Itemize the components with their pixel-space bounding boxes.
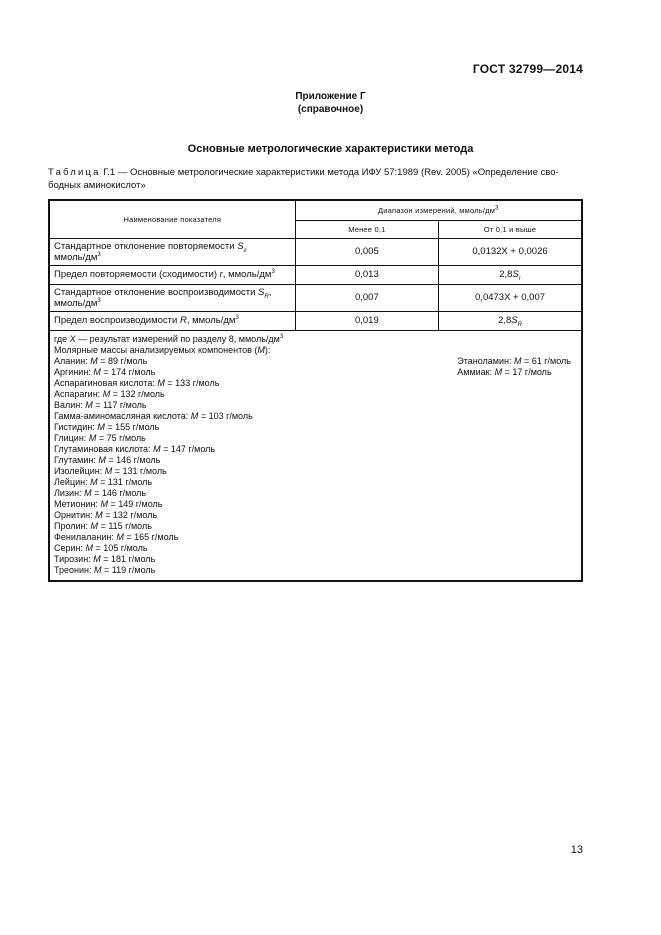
molar-mass-item <box>54 499 577 510</box>
compound-name: Метионин: <box>54 498 98 509</box>
notes-cell <box>49 330 582 581</box>
molar-mass-item <box>54 411 577 422</box>
compound-mass: = 149 г/моль <box>110 498 163 509</box>
row-name: Предел воспроизводимости R, ммоль/$дм^3$ <box>49 311 295 330</box>
caption-number: Г.1 <box>103 167 116 178</box>
compound-name: Лизин: <box>54 487 82 498</box>
table-row <box>49 265 582 284</box>
compound-mass: = 89 г/моль <box>100 355 148 366</box>
molar-mass-item <box>457 367 571 378</box>
compound-mass: = 165 г/моль <box>126 531 179 542</box>
compound-mass: = 61 г/моль <box>524 355 571 366</box>
molar-mass-item <box>457 356 571 367</box>
table-row <box>49 311 582 330</box>
row-value-high: 0,0473X + 0,007 <box>439 284 582 311</box>
compound-name: Орнитин: <box>54 509 93 520</box>
molar-mass-item <box>54 477 577 488</box>
caption-text-line1: — Основные метрологические характеристики метода ИФУ 57:1989 (Rev. 2005) «Определение сво- <box>117 167 559 178</box>
compound-mass: = 147 г/моль <box>163 443 216 454</box>
compound-name: Аспарагин: <box>54 388 101 399</box>
molar-mass-item <box>54 433 577 444</box>
notes-molar-heading: Молярные массы анализируемых компонентов (M): <box>54 344 271 355</box>
mass-symbol: M <box>95 509 103 520</box>
compound-name: Лейцин: <box>54 476 88 487</box>
molar-mass-item <box>54 422 577 433</box>
compound-mass: = 146 г/моль <box>94 487 147 498</box>
row-name: Предел повторяемости (сходимости) r, ммоль/$дм^3$ <box>49 265 295 284</box>
compound-name: Глицин: <box>54 432 87 443</box>
molar-mass-item <box>54 466 577 477</box>
molar-mass-list <box>54 356 577 576</box>
molar-mass-item <box>54 565 577 576</box>
mass-symbol: M <box>153 443 161 454</box>
compound-mass: = 146 г/моль <box>108 454 161 465</box>
mass-symbol: M <box>90 476 98 487</box>
molar-mass-item <box>54 554 577 565</box>
table-row <box>49 238 582 265</box>
table-caption <box>48 166 588 192</box>
molar-mass-item <box>54 510 577 521</box>
metrology-table <box>48 199 583 582</box>
compound-mass: = 132 г/моль <box>112 388 165 399</box>
compound-name: Аргинин: <box>54 366 91 377</box>
mass-symbol: M <box>494 366 503 377</box>
compound-name: Аммиак: <box>457 366 493 377</box>
mass-symbol: M <box>85 399 93 410</box>
appendix-heading <box>0 90 661 116</box>
mass-symbol: M <box>88 432 97 443</box>
row-value-low: 0,007 <box>295 284 438 311</box>
molar-mass-item <box>54 488 577 499</box>
compound-name: Аланин: <box>54 355 88 366</box>
molar-mass-item <box>54 543 577 554</box>
molar-mass-item <box>54 378 577 389</box>
compound-mass: = 115 г/моль <box>100 520 152 531</box>
row-value-high: 0,0132X + 0,0026 <box>439 238 582 265</box>
compound-name: Тирозин: <box>54 553 91 564</box>
mass-symbol: M <box>190 410 199 421</box>
caption-label: Таблица <box>48 167 101 178</box>
molar-mass-item <box>54 521 577 532</box>
mass-symbol: M <box>94 564 102 575</box>
mass-symbol: M <box>100 498 108 509</box>
header-less-than: Менее 0,1 <box>295 220 438 238</box>
document-code: ГОСТ 32799—2014 <box>472 62 583 76</box>
compound-name: Валин: <box>54 399 83 410</box>
molar-mass-item <box>54 455 577 466</box>
row-name: Стандартное отклонение воспроизводимости $S_R$, ммоль/$дм^3$ <box>49 284 295 311</box>
mass-symbol: M <box>93 553 101 564</box>
compound-mass: = 181 г/моль <box>103 553 156 564</box>
mass-symbol: M <box>85 542 94 553</box>
row-value-low: 0,005 <box>295 238 438 265</box>
header-from-and-above: От 0,1 и выше <box>439 220 582 238</box>
molar-mass-item <box>54 532 577 543</box>
header-indicator-name: Наименование показателя <box>49 200 295 238</box>
row-value-high: $2,8S_r$ <box>439 265 582 284</box>
molar-mass-item <box>54 444 577 455</box>
compound-mass: = 117 г/моль <box>95 399 147 410</box>
compound-name: Изолейцин: <box>54 465 103 476</box>
compound-name: Глутамин: <box>54 454 96 465</box>
compound-mass: = 155 г/моль <box>107 421 160 432</box>
compound-name: Фенилаланин: <box>54 531 114 542</box>
compound-mass: = 131 г/моль <box>100 476 153 487</box>
compound-name: Гамма-аминомасляная кислота: <box>54 410 189 421</box>
row-value-low: 0,019 <box>295 311 438 330</box>
compound-mass: = 17 г/моль <box>504 366 552 377</box>
mass-symbol: M <box>84 487 92 498</box>
caption-text-line2: бодных аминокислот» <box>48 180 146 191</box>
compound-name: Треонин: <box>54 564 92 575</box>
compound-name: Пролин: <box>54 520 89 531</box>
page-number: 13 <box>570 844 583 856</box>
compound-name: Глутаминовая кислота: <box>54 443 151 454</box>
row-value-low: 0,013 <box>295 265 438 284</box>
compound-mass: = 75 г/моль <box>98 432 146 443</box>
compound-mass: = 105 г/моль <box>95 542 148 553</box>
compound-mass: = 103 г/моль <box>200 410 253 421</box>
mass-symbol: M <box>102 388 111 399</box>
mass-symbol: M <box>90 355 98 366</box>
mass-symbol: M <box>97 421 105 432</box>
table-row <box>49 284 582 311</box>
compound-mass: = 133 г/моль <box>167 377 220 388</box>
appendix-subtitle: (справочное) <box>297 104 364 115</box>
appendix-title: Приложение Г <box>295 91 366 102</box>
mass-symbol: M <box>157 377 165 388</box>
mass-symbol: M <box>90 520 99 531</box>
row-name: Стандартное отклонение повторяемости $S_г$ ммоль/$дм^3$ <box>49 238 295 265</box>
section-title: Основные метрологические характеристики метода <box>187 143 474 155</box>
notes-row <box>49 330 582 581</box>
compound-name: Гистидин: <box>54 421 95 432</box>
compound-mass: = 119 г/моль <box>104 564 156 575</box>
mass-symbol: M <box>98 454 106 465</box>
compound-mass: = 174 г/моль <box>103 366 156 377</box>
compound-name: Этаноламин: <box>457 355 512 366</box>
compound-mass: = 131 г/моль <box>114 465 167 476</box>
notes-x-definition: где X — результат измерений по разделу 8, ммоль/$дм^3$ <box>54 333 284 344</box>
header-range: Диапазон измерений, ммоль/$дм^3$ <box>295 200 582 220</box>
mass-symbol: M <box>513 355 522 366</box>
compound-name: Серин: <box>54 542 84 553</box>
row-value-high: $2,8S_R$ <box>439 311 582 330</box>
molar-mass-item <box>54 400 577 411</box>
molar-mass-right-list <box>457 356 571 378</box>
mass-symbol: M <box>116 531 124 542</box>
mass-symbol: M <box>104 465 113 476</box>
compound-name: Аспарагиновая кислота: <box>54 377 155 388</box>
mass-symbol: M <box>93 366 101 377</box>
molar-mass-left-list <box>54 356 577 576</box>
compound-mass: = 132 г/моль <box>105 509 158 520</box>
molar-mass-item <box>54 389 577 400</box>
